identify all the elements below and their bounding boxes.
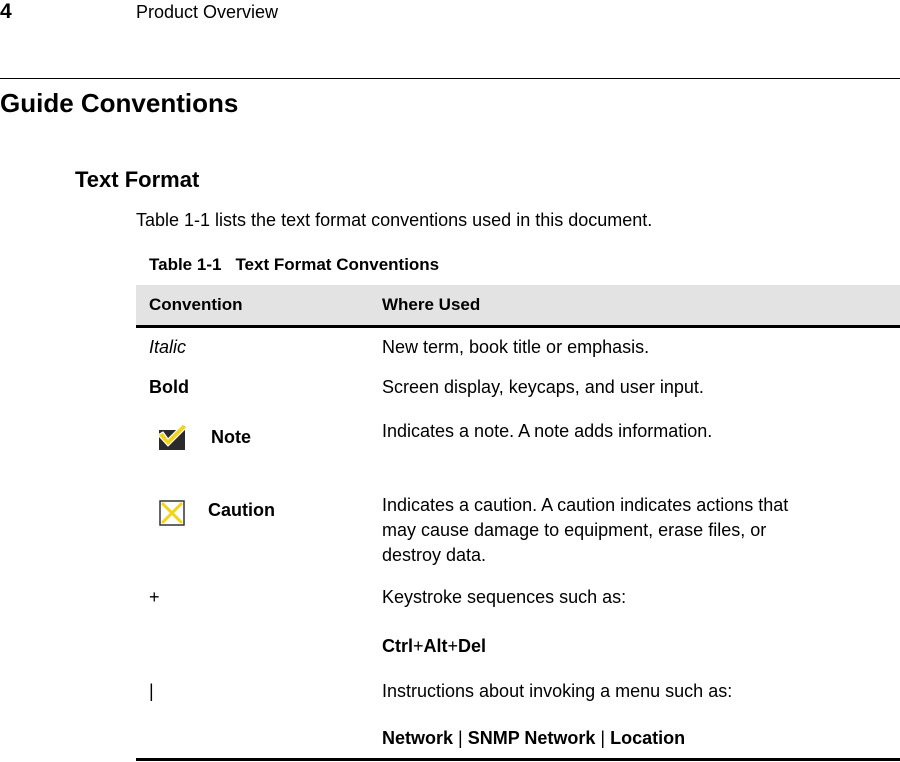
- convention-italic: Italic: [149, 337, 187, 357]
- key-alt: Alt: [423, 636, 448, 656]
- where-used-caution-line-1: Indicates a caution. A caution indicates actions that: [382, 495, 789, 515]
- page-number: 4: [0, 0, 12, 23]
- menu-separator-2: |: [595, 728, 611, 748]
- section-title: Guide Conventions: [0, 88, 239, 118]
- table-header-row: [136, 285, 900, 325]
- where-used-pipe: Instructions about invoking a menu such as:: [382, 681, 733, 701]
- table-header-where-used: Where Used: [382, 295, 481, 314]
- header-divider: [0, 78, 900, 79]
- where-used-note: Indicates a note. A note adds information.: [382, 421, 713, 441]
- key-del: Del: [458, 636, 487, 656]
- table-caption-number: Table 1-1: [149, 255, 222, 274]
- key-separator-1: +: [413, 636, 424, 656]
- subsection-title: Text Format: [75, 167, 200, 192]
- convention-pipe: |: [149, 681, 154, 701]
- table-header-convention: Convention: [149, 295, 243, 314]
- intro-paragraph: Table 1-1 lists the text format conventions used in this document.: [136, 210, 653, 230]
- menu-separator-1: |: [453, 728, 468, 748]
- where-used-caution-line-3: destroy data.: [382, 545, 487, 565]
- convention-note: Note: [211, 427, 251, 447]
- menu-network: Network: [382, 728, 454, 748]
- table-caption-title: Text Format Conventions: [235, 255, 440, 274]
- key-ctrl: Ctrl: [382, 636, 413, 656]
- table-bottom-rule: [136, 758, 900, 761]
- checkmark-icon: [157, 420, 189, 452]
- where-used-caution-line-2: may cause damage to equipment, erase files, or: [382, 520, 767, 540]
- convention-plus: +: [149, 587, 160, 607]
- convention-caution: Caution: [208, 500, 275, 520]
- where-used-bold: Screen display, keycaps, and user input.: [382, 377, 704, 397]
- caution-x-icon: [159, 500, 185, 526]
- running-header-title: Product Overview: [136, 2, 279, 22]
- key-separator-2: +: [447, 636, 459, 656]
- menu-snmp-network: SNMP Network: [467, 728, 596, 748]
- keystroke-example: [382, 635, 486, 657]
- where-used-italic: New term, book title or emphasis.: [382, 337, 650, 357]
- table-header-rule: [136, 325, 900, 328]
- table-caption: [149, 254, 439, 276]
- convention-bold: Bold: [149, 377, 189, 397]
- where-used-plus: Keystroke sequences such as:: [382, 587, 627, 607]
- menu-path-example: [382, 727, 685, 749]
- menu-location: Location: [610, 728, 686, 748]
